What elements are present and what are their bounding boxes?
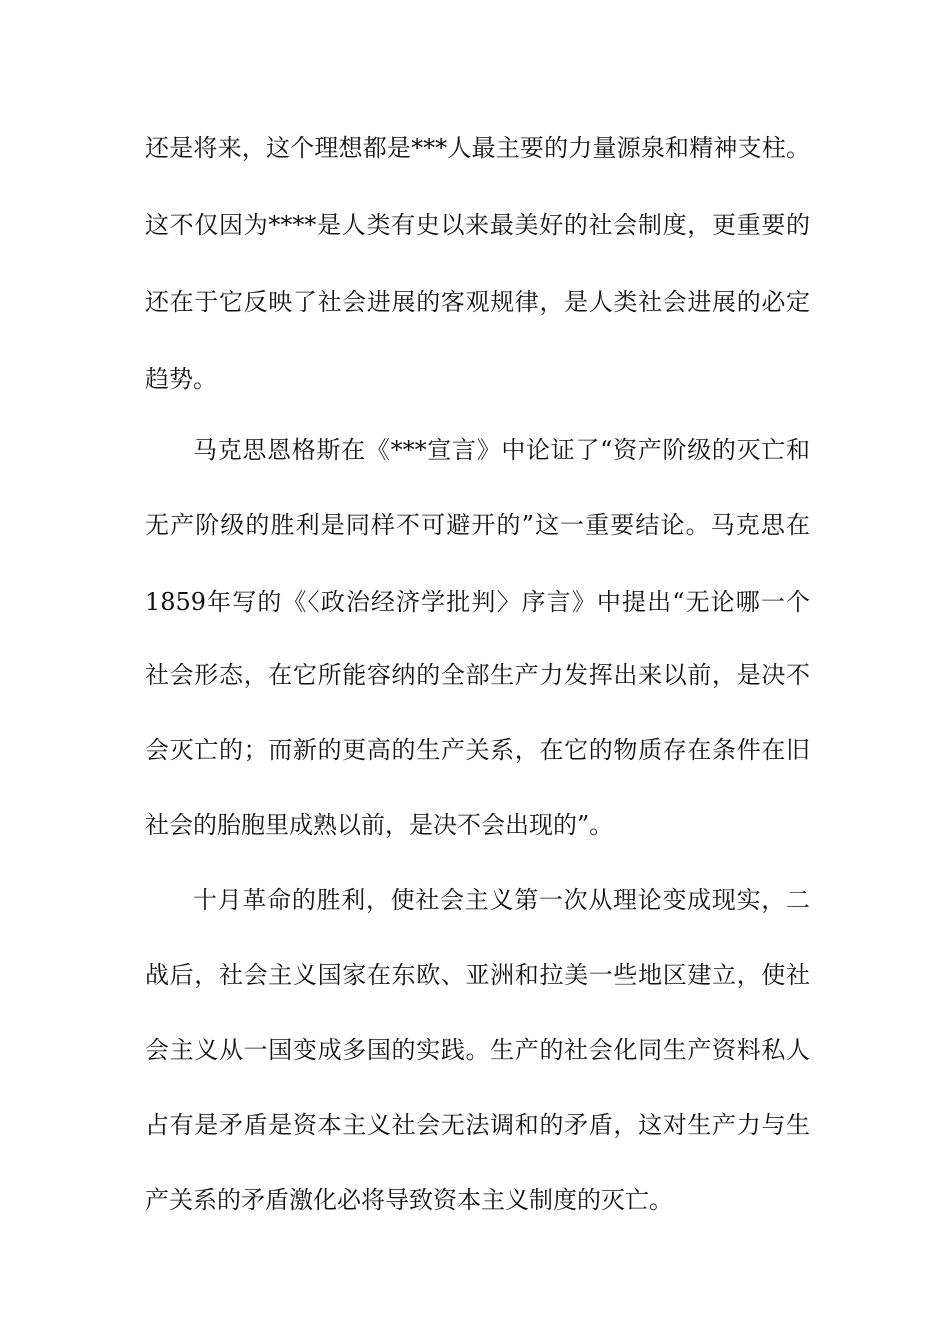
text-line: 还在于它反映了社会进展的客观规律，是人类社会进展的必定 <box>145 288 810 316</box>
text-line: 还是将来，这个理想都是***人最主要的力量源泉和精神支柱。 <box>145 134 810 162</box>
text-line: 趋势。 <box>145 365 217 393</box>
text-line: 产关系的矛盾激化必将导致资本主义制度的灭亡。 <box>145 1186 673 1214</box>
text-line: 社会的胎胞里成熟以前，是决不会出现的”。 <box>145 811 614 839</box>
text-line: 马克思恩格斯在《***宣言》中论证了“资产阶级的灭亡和 <box>193 436 810 464</box>
text-line: 无产阶级的胜利是同样不可避开的”这一重要结论。马克思在 <box>145 511 810 539</box>
text-line: 会主义从一国变成多国的实践。生产的社会化同生产资料私人 <box>145 1036 810 1064</box>
text-line: 这不仅因为****是人类有史以来最美好的社会制度，更重要的 <box>145 211 810 239</box>
text-line: 十月革命的胜利，使社会主义第一次从理论变成现实，二 <box>193 886 810 914</box>
text-line: 会灭亡的；而新的更高的生产关系，在它的物质存在条件在旧 <box>145 736 810 764</box>
text-line: 战后，社会主义国家在东欧、亚洲和拉美一些地区建立，使社 <box>145 961 810 989</box>
text-line: 社会形态，在它所能容纳的全部生产力发挥出来以前，是决不 <box>145 661 810 689</box>
text-line: 占有是矛盾是资本主义社会无法调和的矛盾，这对生产力与生 <box>145 1111 810 1139</box>
text-line: 1859年写的《〈政治经济学批判〉序言》中提出“无论哪一个 <box>145 588 810 616</box>
